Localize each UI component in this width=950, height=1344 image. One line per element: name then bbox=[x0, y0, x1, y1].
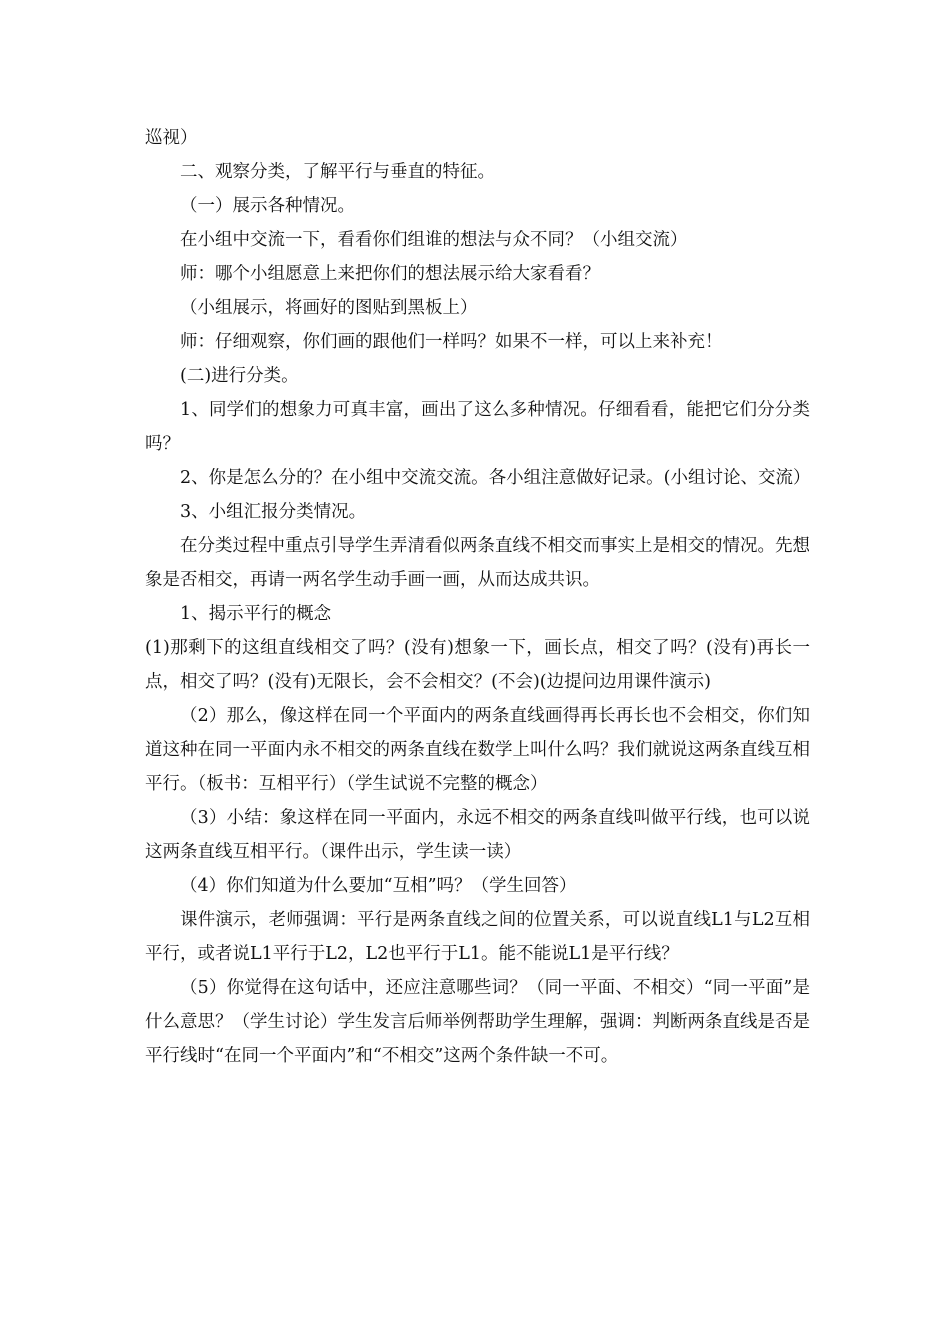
paragraph: 师：仔细观察，你们画的跟他们一样吗？如果不一样，可以上来补充！ bbox=[180, 332, 723, 352]
paragraph: 课件演示，老师强调：平行是两条直线之间的位置关系，可以说直线L1与L2互相平行，或者说L1平行于L2，L2也平行于L1。能不能说L1是平行线？ bbox=[145, 910, 810, 964]
document-body bbox=[145, 121, 810, 1073]
paragraph: 师：哪个小组愿意上来把你们的想法展示给大家看看？ bbox=[180, 264, 600, 284]
paragraph: 2、你是怎么分的？在小组中交流交流。各小组注意做好记录。(小组讨论、交流） bbox=[180, 468, 811, 488]
paragraph: 在小组中交流一下，看看你们组谁的想法与众不同？（小组交流） bbox=[180, 230, 688, 250]
subsection-heading: （一）展示各种情况。 bbox=[180, 196, 355, 216]
paragraph: （小组展示，将画好的图贴到黑板上） bbox=[180, 298, 478, 318]
paragraph-continuation: 巡视） bbox=[145, 128, 198, 148]
paragraph: （4）你们知道为什么要加“互相”吗？（学生回答） bbox=[180, 876, 577, 896]
paragraph: （5）你觉得在这句话中，还应注意哪些词？（同一平面、不相交）“同一平面”是什么意思？（学生讨论）学生发言后师举例帮助学生理解，强调：判断两条直线是否是平行线时“在同一个平面内”和“不相交”这两个条件缺一不可。 bbox=[145, 978, 810, 1066]
paragraph: (1)那剩下的这组直线相交了吗？(没有)想象一下，画长点，相交了吗？(没有)再长一点，相交了吗？(没有)无限长，会不会相交？(不会)(边提问边用课件演示) bbox=[145, 638, 810, 692]
paragraph: 1、同学们的想象力可真丰富，画出了这么多种情况。仔细看看，能把它们分分类吗？ bbox=[145, 400, 810, 454]
paragraph: 3、小组汇报分类情况。 bbox=[180, 502, 367, 522]
paragraph: 在分类过程中重点引导学生弄清看似两条直线不相交而事实上是相交的情况。先想象是否相交，再请一两名学生动手画一画，从而达成共识。 bbox=[145, 536, 810, 590]
section-heading: 二、观察分类，了解平行与垂直的特征。 bbox=[180, 162, 495, 182]
paragraph: （2）那么，像这样在同一个平面内的两条直线画得再长再长也不会相交，你们知道这种在同一平面内永不相交的两条直线在数学上叫什么吗？我们就说这两条直线互相平行。（板书：互相平行）（学生试说不完整的概念） bbox=[145, 706, 810, 794]
paragraph: 1、揭示平行的概念 bbox=[180, 604, 332, 624]
paragraph: （3）小结：象这样在同一平面内，永远不相交的两条直线叫做平行线，也可以说这两条直线互相平行。（课件出示，学生读一读） bbox=[145, 808, 810, 862]
subsection-heading: (二)进行分类。 bbox=[180, 366, 299, 386]
